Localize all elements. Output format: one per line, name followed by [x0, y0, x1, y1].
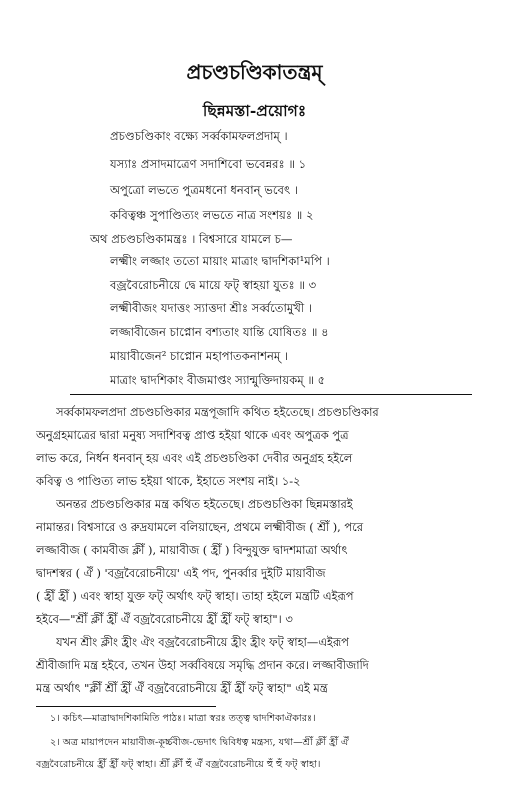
footnote-line: বজ্রবৈরোচনীয়ে হ্রীঁ হ্রীঁ ফট্ স্বাহা। শ্রীঁ ক্লীঁ হুঁ ঐঁ বজ্রবৈরোচনীয়ে হুঁ হুঁ ফট্ স্বাহা। [36, 759, 321, 770]
footnote-line: ১। কচিৎ—মাত্রাদ্বাদশিকামিতি পাঠঃ। মাত্রা স্বরঃ তত্ত্ব দ্বাদশিকাঐকারঃ। [50, 713, 316, 724]
verse-line: লজ্জাবীজেন চাপ্নোন বশ্যতাং যান্তি যোষিতঃ ॥ ৪ [110, 325, 329, 339]
section-subtitle: ছিন্নমস্তা-প্রয়োগঃ [202, 101, 307, 120]
verse-line: বজ্রবৈরোচনীয়ে দ্বে মায়ে ফট্ স্বাহয়া যুতঃ ॥ ৩ [110, 278, 317, 292]
commentary-line: হইবে—"শ্রীঁ ক্লীঁ হ্রীঁ ঐঁ বজ্রবৈরোচনীয়ে হ্রীঁ হ্রীঁ ফট্ স্বাহা"। ৩ [36, 612, 293, 626]
footnote-line: ২। অত্র মায়াপদেন মায়াবীজ-কূর্চ্চবীজ-ভেদাৎ দ্বিবিধত্ব মন্ত্রস্য, যথা—শ্রীঁ ক্লীঁ হ্রীঁ ঐঁ [50, 737, 349, 748]
verse-line: মাত্রাং দ্বাদশিকাং বীজমাপ্তং স্যান্মুক্তিদায়কম্ ॥ ৫ [110, 373, 326, 387]
page-title: প্রচণ্ডচণ্ডিকাতন্ত্রম্ [186, 60, 323, 84]
verse-line: অথ প্রচণ্ডচণ্ডিকামন্ত্রঃ । বিশ্বসারে যামলে চ— [90, 232, 293, 246]
commentary-line: লজ্জাবীজ ( কামবীজ ক্লীঁ ), মায়াবীজ ( হ্রীঁ ) বিন্দুযুক্ত দ্বাদশমাত্রা অর্থাৎ [36, 543, 348, 557]
verse-line: যস্যাঃ প্রসাদমাত্রেণ সদাশিবো ভবেন্নরঃ ॥ ১ [110, 157, 307, 171]
commentary-line: মন্ত্র অর্থাৎ "ক্লীঁ শ্রীঁ হ্রীঁ ঐঁ বজ্রবৈরোচনীয়ে হ্রীঁ হ্রীঁ ফট্ স্বাহা" এই মন্ত্র [36, 681, 328, 695]
commentary-line: সর্ব্বকামফলপ্রদা প্রচণ্ডচণ্ডিকার মন্ত্রপূজাদি কথিত হইতেছে। প্রচণ্ডচণ্ডিকার [56, 405, 379, 419]
verse-line: মায়াবীজেন² চাপ্নোন মহাপাতকনাশনম্ । [110, 349, 289, 363]
commentary-line: অনন্তর প্রচণ্ডচণ্ডিকার মন্ত্র কথিত হইতেছে। প্রচণ্ডচণ্ডিকা ছিন্নমস্তারই [56, 497, 353, 511]
commentary-line: দ্বাদশস্বর ( ঐঁ ) 'বজ্রবৈরোচনীয়ে' এই পদ, পুনর্ব্বার দুইটি মায়াবীজ [36, 566, 326, 580]
footnote-divider [36, 706, 216, 707]
verse-line: প্রচণ্ডচণ্ডিকাং বক্ষ্যে সর্ব্বকামফলপ্রদাম্ । [110, 129, 288, 143]
commentary-line: কবিত্ব ও পাণ্ডিত্য লাভ হইয়া থাকে, ইহাতে সংশয় নাই। ১-২ [36, 474, 301, 488]
commentary-line: লাভ করে, নির্ধন ধনবান্ হয় এবং এই প্রচণ্ডচণ্ডিকা দেবীর অনুগ্রহ হইলে [36, 451, 353, 465]
commentary-line: অনুগ্রহমাত্রের দ্বারা মনুষ্য সদাশিবত্ব প্রাপ্ত হইয়া থাকে এবং অপুত্রক পুত্র [36, 428, 349, 442]
section-divider [70, 394, 472, 395]
verse-line: লক্ষ্মীবীজং যদাত্তং স্যাত্তদা শ্রীঃ সর্ব্বতোমুখী । [110, 301, 313, 315]
commentary-line: ( হ্রীঁ হ্রীঁ ) এবং স্বাহা যুক্ত ফট্ অর্থাৎ ফট্ স্বাহা। তাহা হইলে মন্ত্রটি এইরূপ [36, 589, 354, 603]
commentary-line: যখন শ্রীং ক্লীং হ্রীং ঐং বজ্রবৈরোচনীয়ে হ্রীং হ্রীং ফট্ স্বাহা—এইরূপ [56, 635, 349, 649]
commentary-line: নামান্তর। বিশ্বসারে ও রুদ্রযামলে বলিয়াছেন, প্রথমে লক্ষ্মীবীজ ( শ্রীঁ ), পরে [36, 520, 363, 534]
verse-line: অপুত্রো লভতে পুত্রমধনো ধনবান্ ভবেৎ । [110, 183, 299, 197]
verse-line: লক্ষ্মীং লজ্জাং ততো মায়াং মাত্রাং দ্বাদশিকা¹মপি । [110, 254, 330, 268]
commentary-line: শ্রীবীজাদি মন্ত্র হইবে, তখন উহা সর্ব্ববিষয়ে সমৃদ্ধি প্রদান করে। লজ্জাবীজাদি [36, 658, 369, 672]
verse-line: কবিত্বঞ্চ সুপাণ্ডিত্যং লভতে নাত্র সংশয়ঃ ॥ ২ [110, 208, 314, 222]
